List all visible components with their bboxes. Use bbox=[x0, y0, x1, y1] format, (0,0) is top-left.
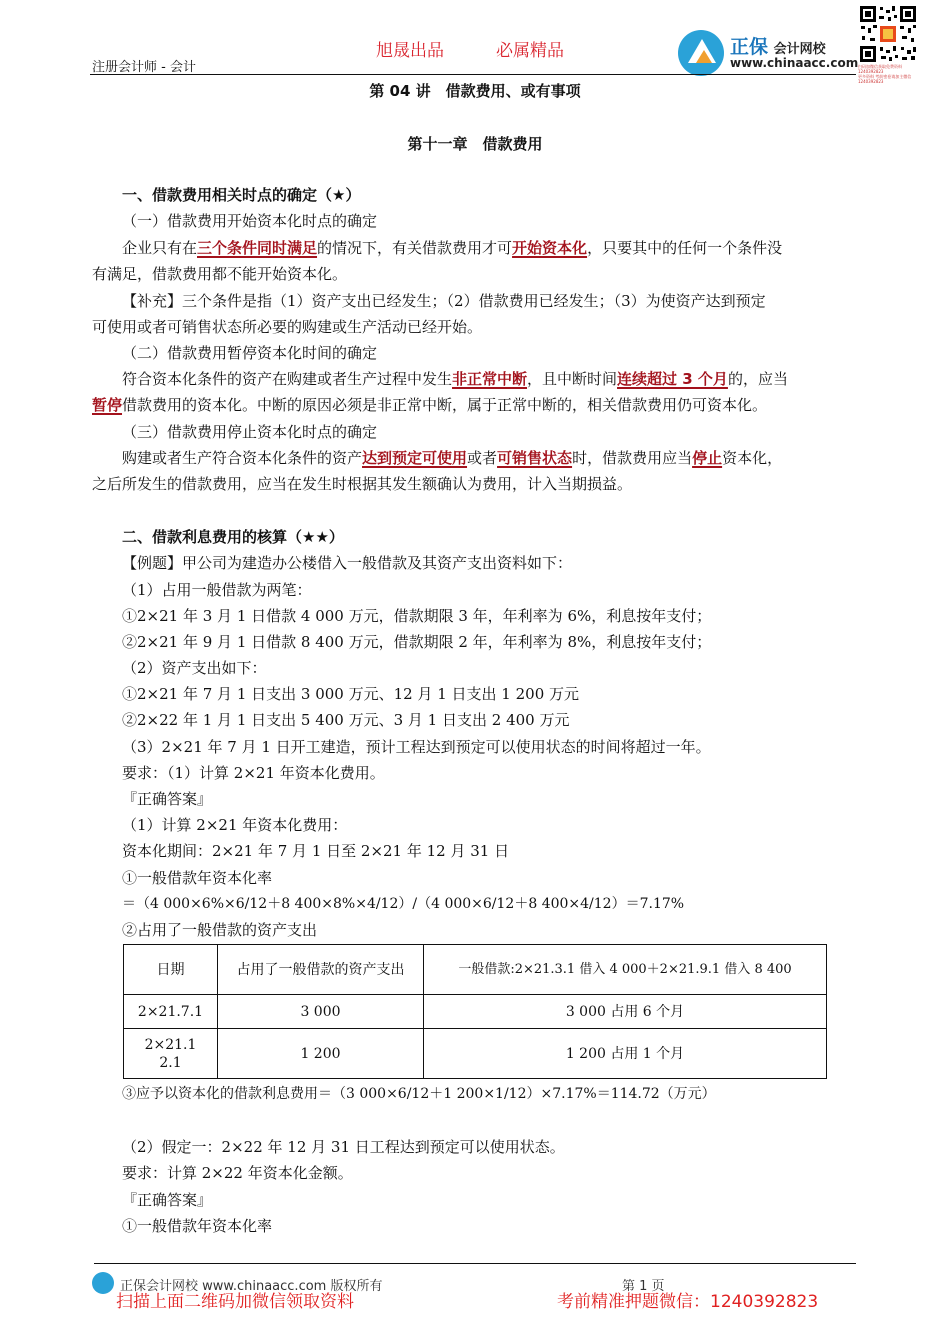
table-cell: 3 000 占用 6 个月 bbox=[424, 995, 827, 1029]
formula-line: ＝（4 000×6%×6/12＋8 400×8%×4/12）/（4 000×6/12＋8 400×4/12）＝7.17% bbox=[122, 896, 685, 912]
brand-sub: 会计网校 bbox=[773, 42, 826, 57]
section1-para3-line2: 暂停借款费用的资本化。中断的原因必须是非正常中断，属于正常中断的，相关借款费用仍可资本化。 bbox=[92, 396, 768, 414]
page-number: 第 1 页 bbox=[622, 1279, 665, 1294]
highlight-stop: 停止 bbox=[692, 449, 723, 467]
highlight-start-capitalization: 开始资本化 bbox=[512, 239, 588, 257]
highlight-ready-for-use: 达到预定可使用 bbox=[362, 449, 468, 467]
example-line: （1）占用一般借款为两笔： bbox=[122, 581, 312, 599]
table-cell: 3 000 bbox=[218, 995, 424, 1029]
qr-caption-1: 扫码加微信获取免费资料 1240392823 bbox=[858, 64, 902, 74]
section1-para2-line1: 【补充】三个条件是指（1）资产支出已经发生；（2）借款费用已经发生；（3）为使资产达到预定 bbox=[122, 292, 766, 310]
assumption-line: 要求：计算 2×22 年资本化金额。 bbox=[122, 1164, 353, 1182]
example-line: 要求：（1）计算 2×21 年资本化费用。 bbox=[122, 764, 385, 782]
section1-para4-line2: 之后所发生的借款费用，应当在发生时根据其发生额确认为费用，计入当期损益。 bbox=[92, 475, 633, 493]
slogan-2: 必属精品 bbox=[496, 41, 564, 61]
header-divider bbox=[90, 74, 856, 75]
highlight-over-3-months: 连续超过 3 个月 bbox=[617, 370, 728, 388]
footer-copyright: 正保会计网校 www.chinaacc.com 版权所有 bbox=[120, 1279, 383, 1294]
table-cell: 2×21.12.1 bbox=[124, 1029, 218, 1079]
brand-url: www.chinaacc.com bbox=[730, 56, 859, 70]
table-header: 日期 bbox=[124, 945, 218, 995]
qr-code-icon bbox=[858, 4, 918, 64]
slogan-1: 旭晟出品 bbox=[376, 41, 444, 61]
highlight-ready-for-sale: 可销售状态 bbox=[497, 449, 573, 467]
qr-code[interactable] bbox=[858, 4, 918, 90]
expenditure-table bbox=[123, 944, 827, 1079]
answer-line: 资本化期间：2×21 年 7 月 1 日至 2×21 年 12 月 31 日 bbox=[122, 842, 510, 860]
promo-right: 考前精准押题微信：1240392823 bbox=[557, 1292, 819, 1312]
answer-label: 『正确答案』 bbox=[122, 790, 213, 808]
table-header: 一般借款:2×21.3.1 借入 4 000＋2×21.9.1 借入 8 400 bbox=[424, 945, 827, 995]
chapter-title: 第十一章 借款费用 bbox=[407, 135, 543, 153]
example-line: ①2×21 年 7 月 1 日支出 3 000 万元、12 月 1 日支出 1 200 万元 bbox=[122, 685, 580, 703]
capitalized-interest-result: ③应予以资本化的借款利息费用＝（3 000×6/12＋1 200×1/12）×7.17%＝114.72（万元） bbox=[122, 1086, 716, 1102]
highlight-suspend: 暂停 bbox=[92, 396, 123, 414]
section1-para4-line1: 购建或者生产符合资本化条件的资产达到预定可使用或者可销售状态时，借款费用应当停止资本化， bbox=[122, 449, 783, 467]
example-line: ①2×21 年 3 月 1 日借款 4 000 万元，借款期限 3 年，年利率为 6%，利息按年支付； bbox=[122, 607, 712, 625]
section1-para1-line1: 企业只有在三个条件同时满足的情况下，有关借款费用才可开始资本化，只要其中的任何一个条件没 bbox=[122, 239, 783, 257]
answer-label: 『正确答案』 bbox=[122, 1191, 213, 1209]
footer-divider bbox=[94, 1263, 856, 1264]
table-header-row bbox=[124, 945, 827, 995]
highlight-three-conditions: 三个条件同时满足 bbox=[197, 239, 318, 257]
table-cell: 1 200 占用 1 个月 bbox=[424, 1029, 827, 1079]
table-header: 占用了一般借款的资产支出 bbox=[218, 945, 424, 995]
brand-logo[interactable] bbox=[678, 30, 858, 76]
section1-sub3: （三）借款费用停止资本化时点的确定 bbox=[122, 423, 378, 441]
example-line: ②2×22 年 1 月 1 日支出 5 400 万元、3 月 1 日支出 2 400 万元 bbox=[122, 711, 570, 729]
table-row bbox=[124, 1029, 827, 1079]
example-line: （2）资产支出如下： bbox=[122, 659, 267, 677]
promo-left: 扫描上面二维码加微信领取资料 bbox=[116, 1292, 354, 1312]
section1-para2-line2: 可使用或者可销售状态所必要的购建或生产活动已经开始。 bbox=[92, 318, 483, 336]
example-line: ②2×21 年 9 月 1 日借款 8 400 万元，借款期限 2 年，年利率为 8%，利息按年支付； bbox=[122, 633, 712, 651]
table-cell: 2×21.7.1 bbox=[124, 995, 218, 1029]
section1-para3-line1: 符合资本化条件的资产在购建或者生产过程中发生非正常中断，且中断时间连续超过 3 个月的，应当 bbox=[122, 370, 788, 388]
brand-main: 正保 bbox=[730, 36, 769, 58]
answer-line: （1）计算 2×21 年资本化费用： bbox=[122, 816, 348, 834]
section1-heading: 一、借款费用相关时点的确定（★） bbox=[122, 186, 361, 204]
answer-line: ①一般借款年资本化率 bbox=[122, 869, 273, 887]
table-row bbox=[124, 995, 827, 1029]
highlight-abnormal-interruption: 非正常中断 bbox=[452, 370, 528, 388]
course-name: 注册会计师 - 会计 bbox=[92, 60, 196, 75]
answer-line: ②占用了一般借款的资产支出 bbox=[122, 921, 318, 939]
section1-sub2: （二）借款费用暂停资本化时间的确定 bbox=[122, 344, 378, 362]
section1-para1-line2: 有满足，借款费用都不能开始资本化。 bbox=[92, 265, 348, 283]
answer-line: ①一般借款年资本化率 bbox=[122, 1217, 273, 1235]
section1-sub1: （一）借款费用开始资本化时点的确定 bbox=[122, 212, 378, 230]
qr-caption-2: 更多资料 考前密卷请加主微信 1240392823 bbox=[858, 74, 912, 84]
logo-emblem-icon bbox=[678, 30, 724, 76]
assumption-line: （2）假定一：2×22 年 12 月 31 日工程达到预定可以使用状态。 bbox=[122, 1138, 565, 1156]
section2-heading: 二、借款利息费用的核算（★★） bbox=[122, 528, 344, 546]
lecture-title: 第 04 讲 借款费用、或有事项 bbox=[369, 82, 581, 100]
example-line: 【例题】甲公司为建造办公楼借入一般借款及其资产支出资料如下： bbox=[122, 554, 573, 572]
table-cell: 1 200 bbox=[218, 1029, 424, 1079]
footer-logo-icon bbox=[92, 1272, 114, 1294]
example-line: （3）2×21 年 7 月 1 日开工建造，预计工程达到预定可以使用状态的时间将超过一年。 bbox=[122, 738, 711, 756]
